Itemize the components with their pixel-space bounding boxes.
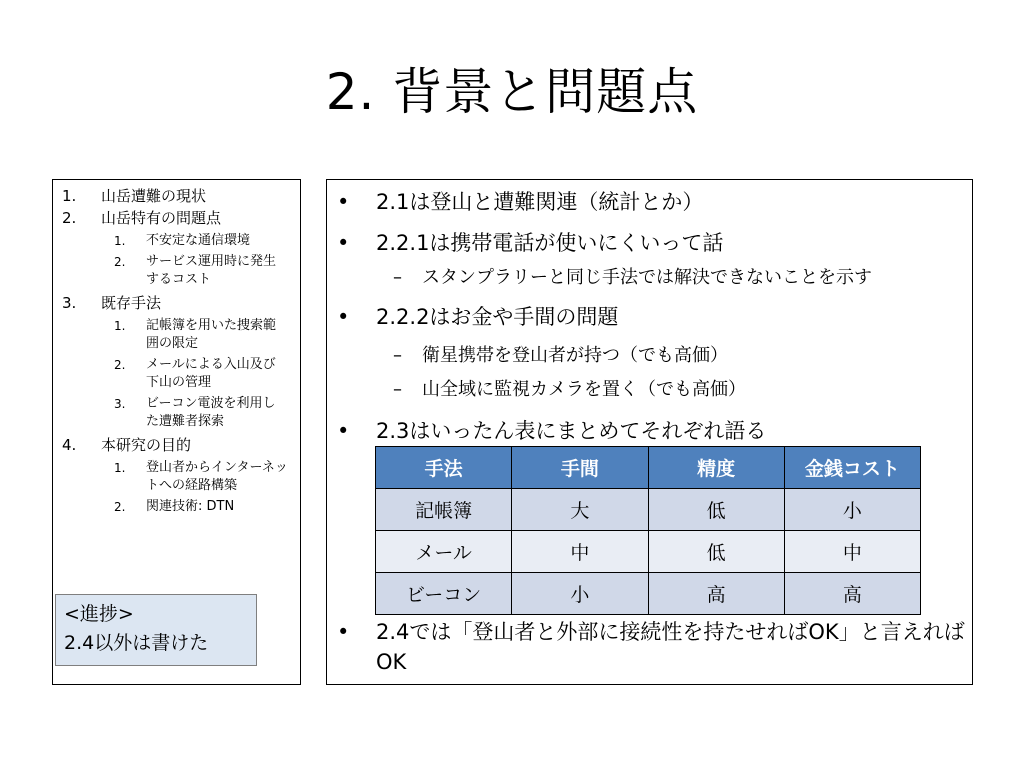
bullet-text: 2.2.2はお金や手間の問題 xyxy=(376,305,619,329)
outline-subitem-number: 2. xyxy=(114,358,126,372)
outline-subitem-number: 1. xyxy=(114,234,126,248)
table-cell: 高 xyxy=(784,573,920,615)
outline-subitem-label: 登山者からインターネットへの経路構築 xyxy=(146,460,288,493)
bullet-item xyxy=(327,617,967,677)
bullet-item xyxy=(327,187,967,217)
outline-subitem xyxy=(53,459,300,495)
table-cell: 記帳簿 xyxy=(376,489,512,531)
outline-item-label: 既存手法 xyxy=(101,294,162,312)
outline-subitem-number: 2. xyxy=(114,500,126,514)
table-cell: 低 xyxy=(648,531,784,573)
bullet-text: 2.4では「登山者と外部に接続性を持たせればOK」と言えればOK xyxy=(376,620,965,674)
outline-subitem-label: 記帳簿を用いた捜索範囲の限定 xyxy=(146,318,277,351)
outline-subitem xyxy=(53,395,300,431)
outline-item xyxy=(53,207,300,229)
progress-note xyxy=(55,594,257,666)
bullet-text: 2.3はいったん表にまとめてそれぞれ語る xyxy=(376,419,767,443)
table-cell: メール xyxy=(376,531,512,573)
slide-title: 2. 背景と問題点 xyxy=(325,63,699,121)
sub-bullet-marker: – xyxy=(393,345,402,366)
outline-item-number: 4. xyxy=(62,436,77,454)
bullet-text: 2.2.1は携帯電話が使いにくいって話 xyxy=(376,231,724,255)
table-cell: 中 xyxy=(784,531,920,573)
outline-item-number: 3. xyxy=(62,294,77,312)
notes-panel xyxy=(326,179,973,685)
table-header-cell: 手法 xyxy=(376,447,512,489)
sub-bullet-marker: – xyxy=(393,379,402,400)
table-cell: ビーコン xyxy=(376,573,512,615)
outline-item-number: 1. xyxy=(62,187,77,205)
bullet-marker: • xyxy=(337,190,350,214)
table-header-row xyxy=(376,447,921,489)
bullet-marker: • xyxy=(337,305,350,329)
bullet-marker: • xyxy=(337,620,350,644)
outline-subitem xyxy=(53,253,300,289)
outline-subitem-number: 1. xyxy=(114,461,126,475)
outline-item-label: 山岳遭難の現状 xyxy=(101,187,207,205)
outline-subitem xyxy=(53,498,300,516)
table-cell: 小 xyxy=(512,573,648,615)
progress-body: 2.4以外は書けた xyxy=(64,632,209,654)
outline-subitem xyxy=(53,232,300,250)
outline-subitem-label: メールによる入山及び下山の管理 xyxy=(146,357,276,390)
bullet-item xyxy=(327,416,967,446)
outline-subitem xyxy=(53,356,300,392)
outline-item xyxy=(53,185,300,207)
outline-subitem xyxy=(53,317,300,353)
bullet-item xyxy=(327,228,967,258)
sub-bullet-text: 衛星携帯を登山者が持つ（でも高価） xyxy=(422,345,728,366)
comparison-table xyxy=(375,446,921,615)
sub-bullet-item xyxy=(327,377,967,403)
bullet-marker: • xyxy=(337,419,350,443)
outline-subitem-number: 3. xyxy=(114,397,126,411)
progress-heading: <進捗> xyxy=(64,603,134,625)
table-cell: 小 xyxy=(784,489,920,531)
table-cell: 高 xyxy=(648,573,784,615)
outline-subitem-label: サービス運用時に発生するコスト xyxy=(146,254,277,287)
outline-item-label: 山岳特有の問題点 xyxy=(101,209,222,227)
table-header-cell: 精度 xyxy=(648,447,784,489)
sub-bullet-item xyxy=(327,343,967,369)
sub-bullet-text: 山全域に監視カメラを置く（でも高価） xyxy=(422,379,746,400)
sub-bullet-marker: – xyxy=(393,267,402,288)
outline-list xyxy=(53,180,300,516)
outline-subitem-label: 不安定な通信環境 xyxy=(146,233,251,248)
sub-bullet-item xyxy=(327,265,967,291)
outline-subitem-label: 関連技術: DTN xyxy=(146,499,235,514)
outline-item xyxy=(53,434,300,456)
table-header-cell: 金銭コスト xyxy=(784,447,920,489)
bullet-item xyxy=(327,302,967,332)
table-row xyxy=(376,531,921,573)
table-row xyxy=(376,573,921,615)
table-header-cell: 手間 xyxy=(512,447,648,489)
outline-subitem-number: 1. xyxy=(114,319,126,333)
outline-item-number: 2. xyxy=(62,209,77,227)
sub-bullet-text: スタンプラリーと同じ手法では解決できないことを示す xyxy=(422,267,872,288)
outline-item-label: 本研究の目的 xyxy=(101,436,192,454)
outline-subitem-number: 2. xyxy=(114,255,126,269)
outline-item xyxy=(53,292,300,314)
table-cell: 大 xyxy=(512,489,648,531)
table-cell: 中 xyxy=(512,531,648,573)
bullet-marker: • xyxy=(337,231,350,255)
bullet-text: 2.1は登山と遭難関連（統計とか） xyxy=(376,190,704,214)
table-cell: 低 xyxy=(648,489,784,531)
outline-subitem-label: ビーコン電波を利用した遭難者探索 xyxy=(146,396,276,429)
table-row xyxy=(376,489,921,531)
